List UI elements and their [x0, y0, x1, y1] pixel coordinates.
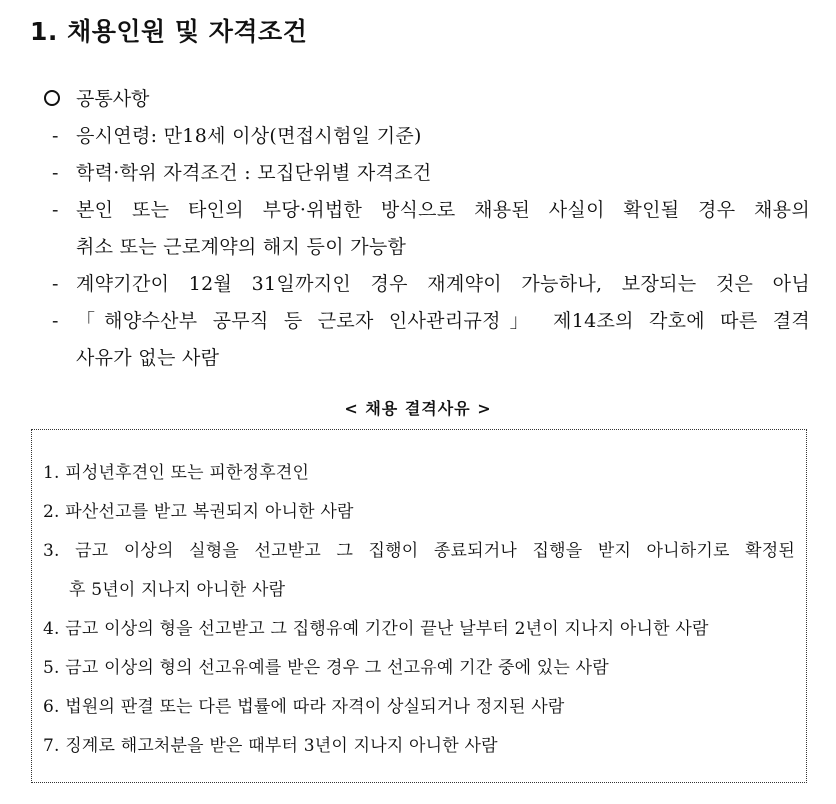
item-text: 본인 또는 타인의 부당·위법한 방식으로 채용된 사실이 확인될 경우 채용의	[76, 199, 810, 221]
disqualification-list	[43, 454, 795, 766]
dash-bullet: -	[52, 199, 59, 221]
list-item	[43, 454, 795, 493]
common-requirements-list	[50, 118, 810, 377]
item-text-continued: 사유가 없는 사람	[76, 347, 220, 369]
item-text: 계약기간이 12월 31일까지인 경우 재계약이 가능하나, 보장되는 것은 아님	[76, 273, 810, 295]
dash-bullet: -	[52, 310, 59, 332]
section-heading-label: 공통사항	[76, 88, 150, 110]
item-text: 1. 피성년후견인 또는 피한정후견인	[43, 463, 310, 483]
item-text: 2. 파산선고를 받고 복권되지 아니한 사람	[43, 502, 354, 522]
list-item	[43, 688, 795, 727]
section-heading	[42, 84, 149, 111]
list-item	[43, 727, 795, 766]
list-item	[50, 155, 810, 192]
circle-bullet-icon	[44, 90, 60, 106]
item-text: 5. 금고 이상의 형의 선고유예를 받은 경우 그 선고유예 기간 중에 있는 사람	[43, 658, 609, 678]
list-item	[43, 610, 795, 649]
item-text: 「해양수산부 공무직 등 근로자 인사관리규정」 제14조의 각호에 따른 결격	[76, 310, 810, 332]
list-item	[43, 532, 795, 610]
disqualification-title: < 채용 결격사유 >	[344, 399, 492, 418]
dash-bullet: -	[52, 273, 59, 295]
list-item	[50, 303, 810, 377]
list-item	[50, 266, 810, 303]
list-item	[50, 192, 810, 266]
list-item	[43, 493, 795, 532]
dash-bullet: -	[52, 162, 59, 184]
list-item	[50, 118, 810, 155]
disqualification-box	[31, 429, 807, 783]
item-text-continued: 후 5년이 지나지 아니한 사람	[69, 580, 286, 600]
page-title: 1. 채용인원 및 자격조건	[30, 17, 308, 46]
item-text-continued: 취소 또는 근로계약의 해지 등이 가능함	[76, 236, 407, 258]
item-text: 학력·학위 자격조건 : 모집단위별 자격조건	[76, 162, 432, 184]
item-text: 7. 징계로 해고처분을 받은 때부터 3년이 지나지 아니한 사람	[43, 736, 498, 756]
dash-bullet: -	[52, 125, 59, 147]
list-item	[43, 649, 795, 688]
item-text: 3. 금고 이상의 실형을 선고받고 그 집행이 종료되거나 집행을 받지 아니하기로 확정된	[43, 541, 795, 561]
item-text: 응시연령: 만18세 이상(면접시험일 기준)	[76, 125, 422, 147]
item-text: 6. 법원의 판결 또는 다른 법률에 따라 자격이 상실되거나 정지된 사람	[43, 697, 565, 717]
item-text: 4. 금고 이상의 형을 선고받고 그 집행유예 기간이 끝난 날부터 2년이 지나지 아니한 사람	[43, 619, 709, 639]
